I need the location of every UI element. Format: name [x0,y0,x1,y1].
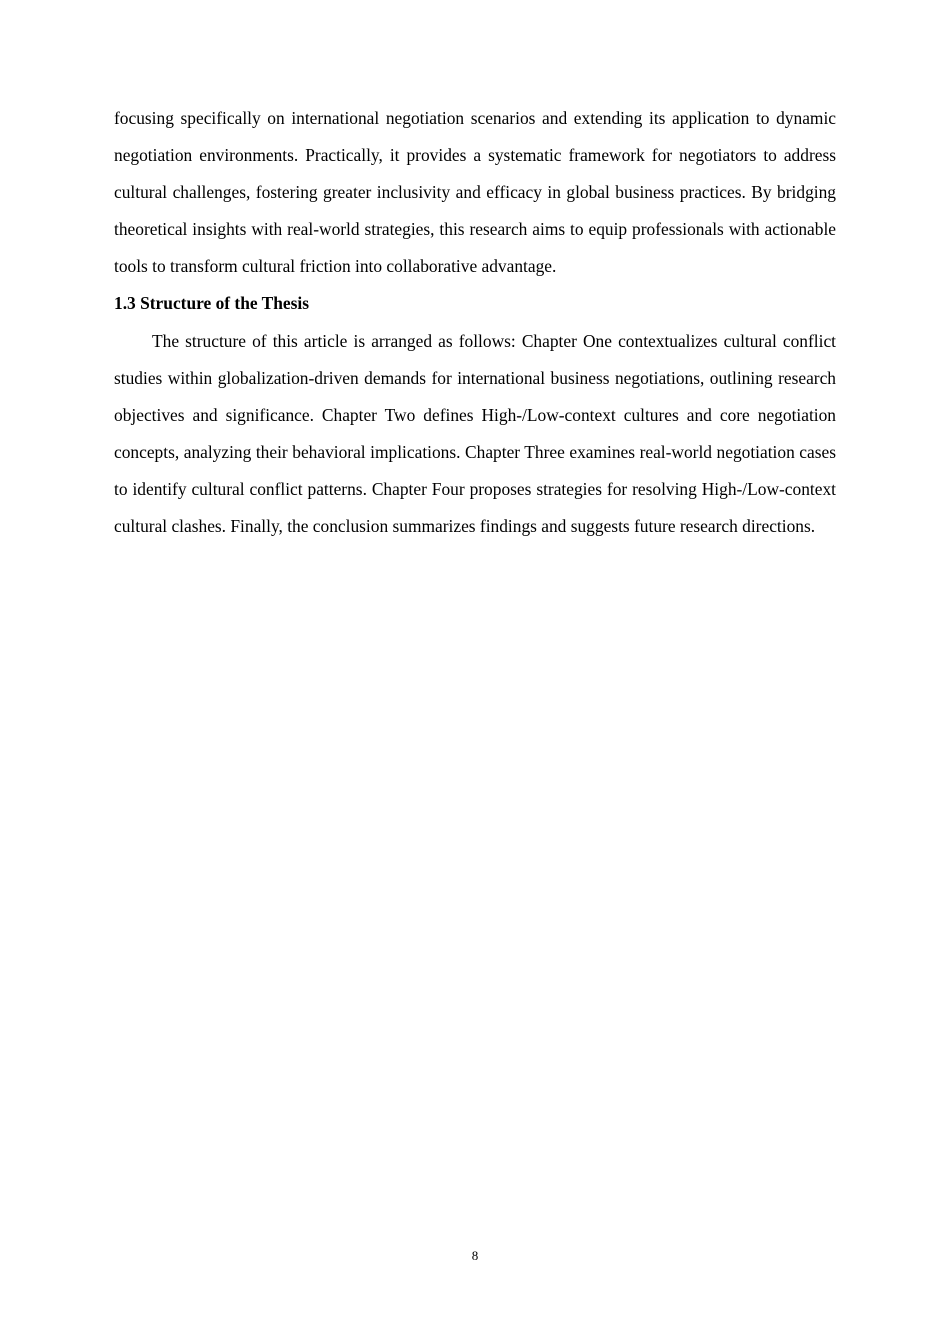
paragraph-thesis-structure: The structure of this article is arranged as follows: Chapter One contextualizes cultural conflict studies within globalization-driven demands for international business negotiations, outlining research objectives and significance. Chapter Two defines High-/Low-context cultures and core negotiation concepts, analyzing their behavioral implications. Chapter Three examines real-world negotiation cases to identify cultural conflict patterns. Chapter Four proposes strategies for resolving High-/Low-context cultural clashes. Finally, the conclusion summarizes findings and suggests future research directions. [114,330,836,537]
page-number: 8 [471,1248,479,1263]
document-page [114,100,836,545]
section-heading-structure: 1.3 Structure of the Thesis [114,293,309,314]
paragraph-research-significance: focusing specifically on international negotiation scenarios and extending its application to dynamic negotiation environments. Practically, it provides a systematic framework for negotiators to address cultural challenges, fostering greater inclusivity and efficacy in global business practices. By bridging theoretical insights with real-world strategies, this research aims to equip professionals with actionable tools to transform cultural friction into collaborative advantage. [114,108,836,277]
